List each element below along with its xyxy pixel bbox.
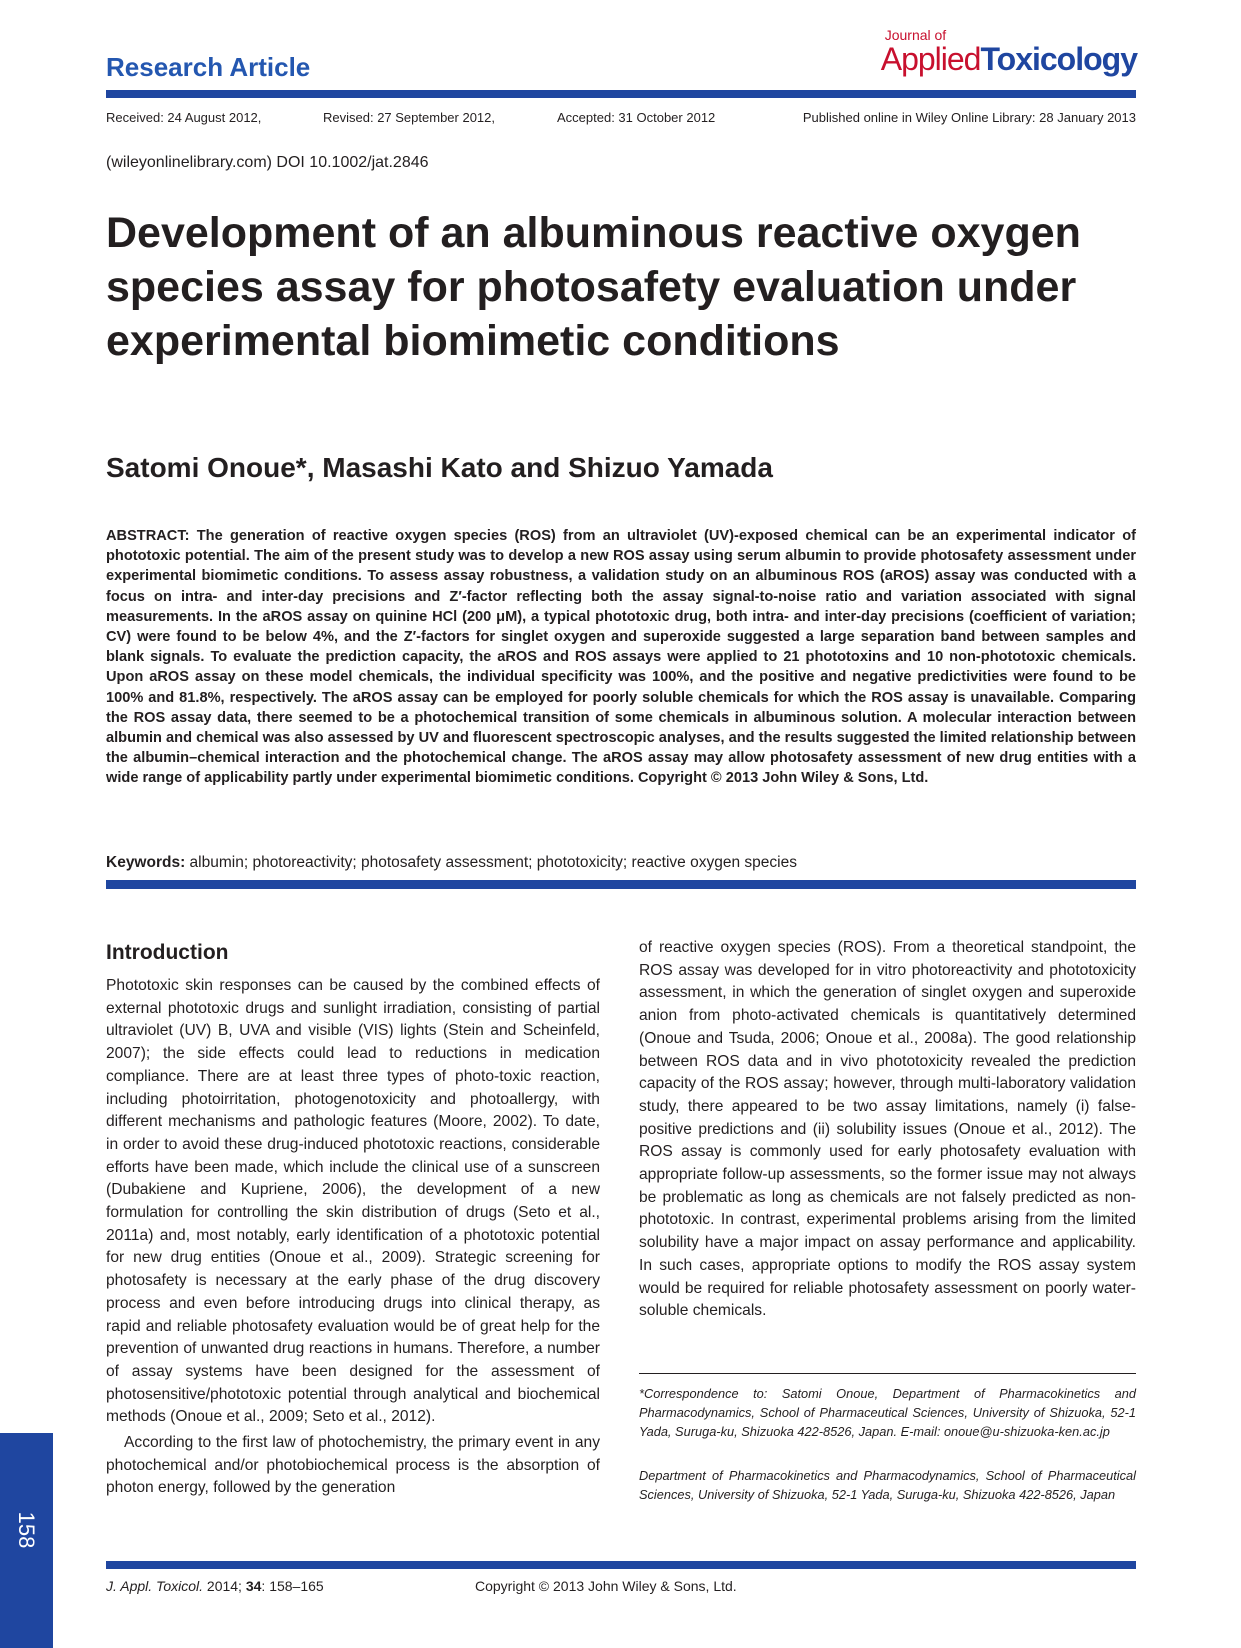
doi: (wileyonlinelibrary.com) DOI 10.1002/jat.2846 (106, 154, 429, 171)
keywords-list: albumin; photoreactivity; photosafety assessment; phototoxicity; reactive oxygen species (185, 854, 797, 871)
keywords (106, 854, 1136, 872)
affiliation-note: Department of Pharmacokinetics and Pharmacodynamics, School of Pharmaceutical Sciences, University of Shizuoka, 52-1 Yada, Suruga-ku, Shizuoka 422-8526, Japan (639, 1468, 1136, 1502)
abstract: ABSTRACT: The generation of reactive oxygen species (ROS) from an ultraviolet (UV)-exposed chemical can be an experimental indicator of phototoxic potential. The aim of the present study was to develop a new ROS assay using serum albumin to provide photosafety assessment under experimental biomimetic conditions. To assess assay robustness, a validation study on an albuminous ROS (aROS) assay was conducted with a focus on intra- and inter-day precisions and Z′-factor reflecting both the assay signal-to-noise ratio and variation associated with signal measurements. In the aROS assay on quinine HCl (200 μM), a typical phototoxic drug, both intra- and inter-day precisions (coefficient of variation; CV) were found to be below 4%, and the Z′-factors for singlet oxygen and superoxide suggested a large separation band between samples and blank signals. To evaluate the prediction capacity, the aROS and ROS assays were applied to 21 phototoxins and 10 non-phototoxic chemicals. Upon aROS assay on these model chemicals, the individual specificity was 100%, and the positive and negative predictivities were found to be 100% and 81.8%, respectively. The aROS assay can be employed for poorly soluble chemicals for which the ROS assay is unavailable. Comparing the ROS assay data, there seemed to be a photochemical transition of some chemicals in albuminous solution. A molecular interaction between albumin and chemical was also assessed by UV and fluorescent spectroscopic analyses, and the results suggested the limited relationship between the albumin–chemical interaction and the photochemical change. The aROS assay may allow photosafety assessment of new drug entities with a wide range of applicability partly under experimental biomimetic conditions. Copyright © 2013 John Wiley & Sons, Ltd. (106, 528, 1136, 787)
header-rule (106, 90, 1136, 98)
right-column (639, 937, 1136, 1323)
journal-logo-name (881, 43, 1137, 75)
intro-paragraph-3: of reactive oxygen species (ROS). From a theoretical standpoint, the ROS assay was developed for in vitro photoreactivity and phototoxicity assessment, in which the generation of singlet oxygen and superoxide anion from photo-activated chemicals is quantitatively determined (Onoue and Tsuda, 2006; Onoue et al., 2008a). The good relationship between ROS data and in vivo phototoxicity revealed the prediction capacity of the ROS assay; however, through multi-laboratory validation study, there appeared to be two assay limitations, namely (i) false-positive predictions and (ii) solubility issues (Onoue et al., 2012). The ROS assay is commonly used for early photosafety evaluation with appropriate follow-up assessments, so the former issue may not always be problematic as long as chemicals are not falsely predicted as non-phototoxic. In contrast, experimental problems arising from the limited solubility have a major impact on assay performance and applicability. In such cases, appropriate options to modify the ROS assay system would be required for reliable photosafety assessment on poorly water-soluble chemicals. (639, 939, 1136, 1320)
citation-pages: : 158–165 (261, 1578, 324, 1594)
introduction-heading: Introduction (106, 941, 229, 964)
footer-rule (106, 1561, 1136, 1569)
received-date: Received: 24 August 2012, (106, 110, 262, 125)
abstract-rule (106, 880, 1136, 889)
section-label: Research Article (106, 52, 311, 82)
keywords-label: Keywords: (106, 854, 186, 871)
footnote-rule (639, 1373, 1136, 1374)
article-title: Development of an albuminous reactive oxygen species assay for photosafety evaluation under experimental biomimetic conditions (106, 209, 1081, 365)
page-number (6, 1500, 46, 1560)
journal-citation (106, 1578, 324, 1594)
revised-date: Revised: 27 September 2012, (323, 110, 495, 125)
authors: Satomi Onoue*, Masashi Kato and Shizuo Yamada (106, 452, 773, 483)
citation-journal: J. Appl. Toxicol. (106, 1578, 204, 1594)
journal-logo-toxicology: Toxicology (980, 41, 1137, 77)
correspondence-note: *Correspondence to: Satomi Onoue, Department of Pharmacokinetics and Pharmacodynamics, School of Pharmaceutical Sciences, University of Shizuoka, 52-1 Yada, Suruga-ku, Shizuoka 422-8526, Japan. E-mail: onoue@u-shizuoka-ken.ac.jp (639, 1386, 1136, 1439)
page-number-text: 158 (14, 1511, 39, 1549)
accepted-date: Accepted: 31 October 2012 (557, 110, 716, 125)
citation-year: 2014; (203, 1578, 246, 1594)
footer-copyright: Copyright © 2013 John Wiley & Sons, Ltd. (475, 1578, 737, 1594)
left-column (106, 975, 600, 1500)
journal-logo-of: Journal of (884, 27, 947, 43)
published-date: Published online in Wiley Online Library: 28 January 2013 (802, 110, 1136, 125)
journal-logo-applied: Applied (880, 41, 981, 77)
citation-volume: 34 (245, 1578, 262, 1594)
intro-paragraph-2: According to the first law of photochemistry, the primary event in any photochemical and/or photobiochemical process is the absorption of photon energy, followed by the generation (106, 1434, 600, 1497)
intro-paragraph-1: Phototoxic skin responses can be caused by the combined effects of external phototoxic drugs and sunlight irradiation, consisting of partial ultraviolet (UV) B, UVA and visible (VIS) lights (Stein and Scheinfeld, 2007); the side effects could lead to reductions in medication compliance. There are at least three types of photo-toxic reaction, including photoirritation, photogenotoxicity and photoallergy, with different mechanisms and pathologic features (Moore, 2002). To date, in order to avoid these drug-induced phototoxic reactions, considerable efforts have been made, which include the clinical use of a sunscreen (Dubakiene and Kupriene, 2006), the development of a new formulation for controlling the skin distribution of drugs (Seto et al., 2011a) and, most notably, early identification of a phototoxic potential for new drug entities (Onoue et al., 2009). Strategic screening for photosafety is necessary at the early phase of the drug discovery process and even before introducing drugs into clinical therapy, as rapid and reliable photosafety evaluation would be of great help for the prevention of unwanted drug reactions in humans. Therefore, a number of assay systems have been designed for the assessment of photosensitive/phototoxic potential through analytical and biochemical methods (Onoue et al., 2009; Seto et al., 2012). (106, 977, 600, 1426)
journal-logo (881, 27, 1137, 75)
